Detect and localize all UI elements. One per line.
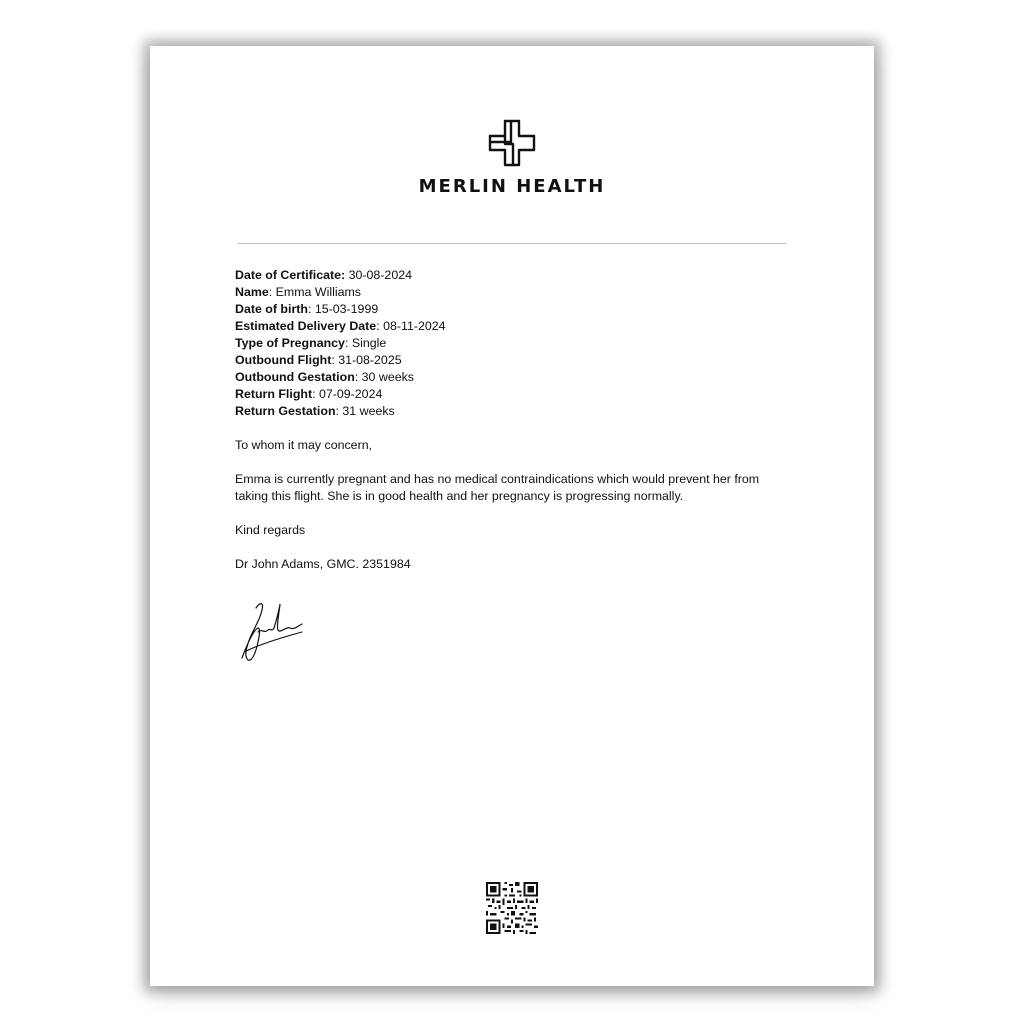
field-type-of-pregnancy bbox=[235, 335, 795, 352]
field-return-flight bbox=[235, 386, 795, 403]
field-outbound-flight bbox=[235, 352, 795, 369]
handwritten-signature bbox=[236, 598, 306, 666]
certificate-page bbox=[150, 46, 874, 986]
field-value: : Single bbox=[344, 336, 387, 350]
field-value: : Emma Williams bbox=[268, 285, 361, 299]
field-label: Date of birth bbox=[235, 302, 308, 316]
field-date-of-certificate bbox=[235, 267, 795, 284]
field-name bbox=[235, 284, 795, 301]
field-label: Type of Pregnancy bbox=[235, 336, 345, 350]
letter-salutation: To whom it may concern, bbox=[235, 438, 373, 452]
medical-cross-icon bbox=[485, 116, 539, 170]
field-label: Name bbox=[235, 285, 269, 299]
field-estimated-delivery-date bbox=[235, 318, 795, 335]
field-return-gestation bbox=[235, 403, 795, 420]
brand-logo bbox=[150, 116, 874, 197]
field-label: Outbound Gestation bbox=[235, 370, 355, 384]
field-value: : 31 weeks bbox=[335, 404, 395, 418]
field-outbound-gestation bbox=[235, 369, 795, 386]
field-value: : 07-09-2024 bbox=[312, 387, 383, 401]
field-label: Outbound Flight bbox=[235, 353, 332, 367]
field-label: Return Gestation bbox=[235, 404, 336, 418]
field-value: : 30 weeks bbox=[354, 370, 414, 384]
field-label: Return Flight bbox=[235, 387, 313, 401]
letter-body: Emma is currently pregnant and has no medical contraindications which would prevent her from taking this flight. She is in good health and her pregnancy is progressing normally. bbox=[235, 472, 760, 503]
field-value: : 31-08-2025 bbox=[331, 353, 402, 367]
field-date-of-birth bbox=[235, 301, 795, 318]
header-divider bbox=[238, 243, 786, 244]
certificate-body bbox=[235, 267, 795, 573]
qr-code-icon[interactable] bbox=[486, 882, 538, 934]
field-label: Estimated Delivery Date bbox=[235, 319, 377, 333]
field-value: : 08-11-2024 bbox=[376, 319, 446, 333]
field-value: 30-08-2024 bbox=[345, 268, 412, 282]
details-block bbox=[235, 267, 795, 420]
letter-closing: Kind regards bbox=[235, 523, 306, 537]
brand-name: MERLIN HEALTH bbox=[418, 176, 606, 197]
field-value: : 15-03-1999 bbox=[307, 302, 379, 316]
field-label: Date of Certificate: bbox=[235, 268, 346, 282]
letter-signatory: Dr John Adams, GMC. 2351984 bbox=[235, 557, 411, 571]
